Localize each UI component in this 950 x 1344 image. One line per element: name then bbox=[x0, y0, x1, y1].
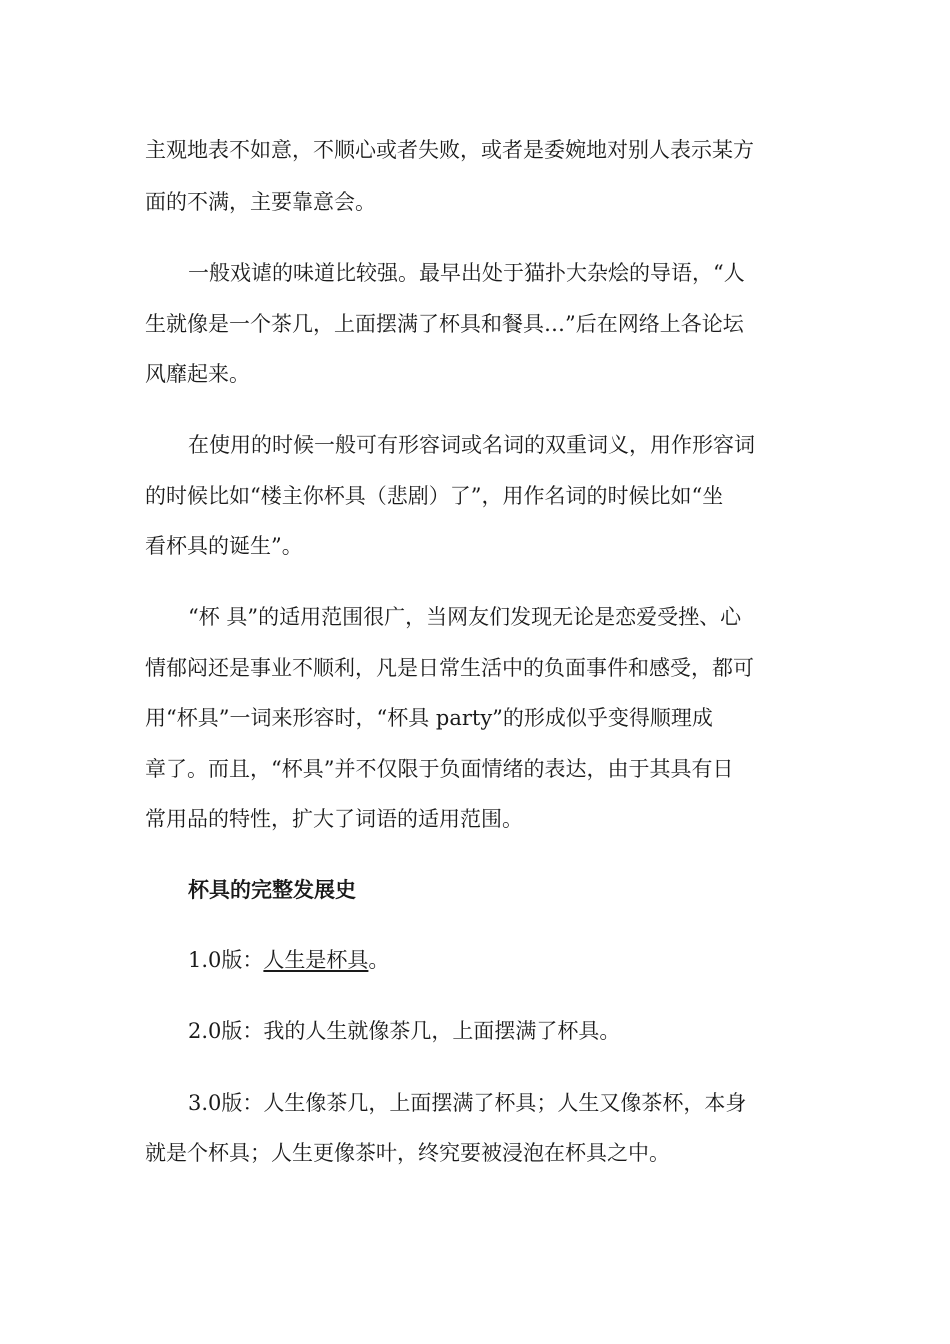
version-1-line bbox=[188, 946, 389, 974]
paragraph-4-line-3: 用“杯具”一词来形容时，“杯具 party”的形成似乎变得顺理成 bbox=[145, 706, 713, 730]
version-1-suffix: 。 bbox=[368, 948, 390, 972]
paragraph-4-line-2: 情郁闷还是事业不顺利，凡是日常生活中的负面事件和感受，都可 bbox=[145, 656, 754, 680]
version-3-line-2: 就是个杯具；人生更像茶叶，终究要被浸泡在杯具之中。 bbox=[145, 1141, 670, 1165]
paragraph-2-line-3: 风靡起来。 bbox=[145, 362, 250, 386]
version-2-line: 2.0版：我的人生就像茶几，上面摆满了杯具。 bbox=[188, 1019, 621, 1043]
paragraph-4-line-5: 常用品的特性，扩大了词语的适用范围。 bbox=[145, 807, 523, 831]
paragraph-4-line-1: “杯 具”的适用范围很广，当网友们发现无论是恋爱受挫、心 bbox=[188, 605, 742, 629]
paragraph-3-line-2: 的时候比如“楼主你杯具（悲剧）了”，用作名词的时候比如“坐 bbox=[145, 484, 724, 508]
version-1-link[interactable]: 人生是杯具 bbox=[263, 948, 369, 972]
paragraph-4-line-4: 章了。而且，“杯具”并不仅限于负面情绪的表达，由于其具有日 bbox=[145, 757, 734, 781]
version-3-line-1: 3.0版：人生像茶几，上面摆满了杯具；人生又像茶杯，本身 bbox=[188, 1091, 747, 1115]
version-1-prefix: 1.0版： bbox=[188, 948, 264, 972]
paragraph-2-line-2: 生就像是一个茶几，上面摆满了杯具和餐具…”后在网络上各论坛 bbox=[145, 312, 744, 336]
paragraph-3-line-1: 在使用的时候一般可有形容词或名词的双重词义，用作形容词 bbox=[188, 433, 755, 457]
paragraph-3-line-3: 看杯具的诞生”。 bbox=[145, 534, 303, 558]
section-heading: 杯具的完整发展史 bbox=[188, 877, 356, 902]
paragraph-1-line-2: 面的不满，主要靠意会。 bbox=[145, 190, 376, 214]
paragraph-1-line-1: 主观地表不如意，不顺心或者失败，或者是委婉地对别人表示某方 bbox=[145, 138, 754, 162]
paragraph-2-line-1: 一般戏谑的味道比较强。最早出处于猫扑大杂烩的导语，“人 bbox=[188, 261, 745, 285]
